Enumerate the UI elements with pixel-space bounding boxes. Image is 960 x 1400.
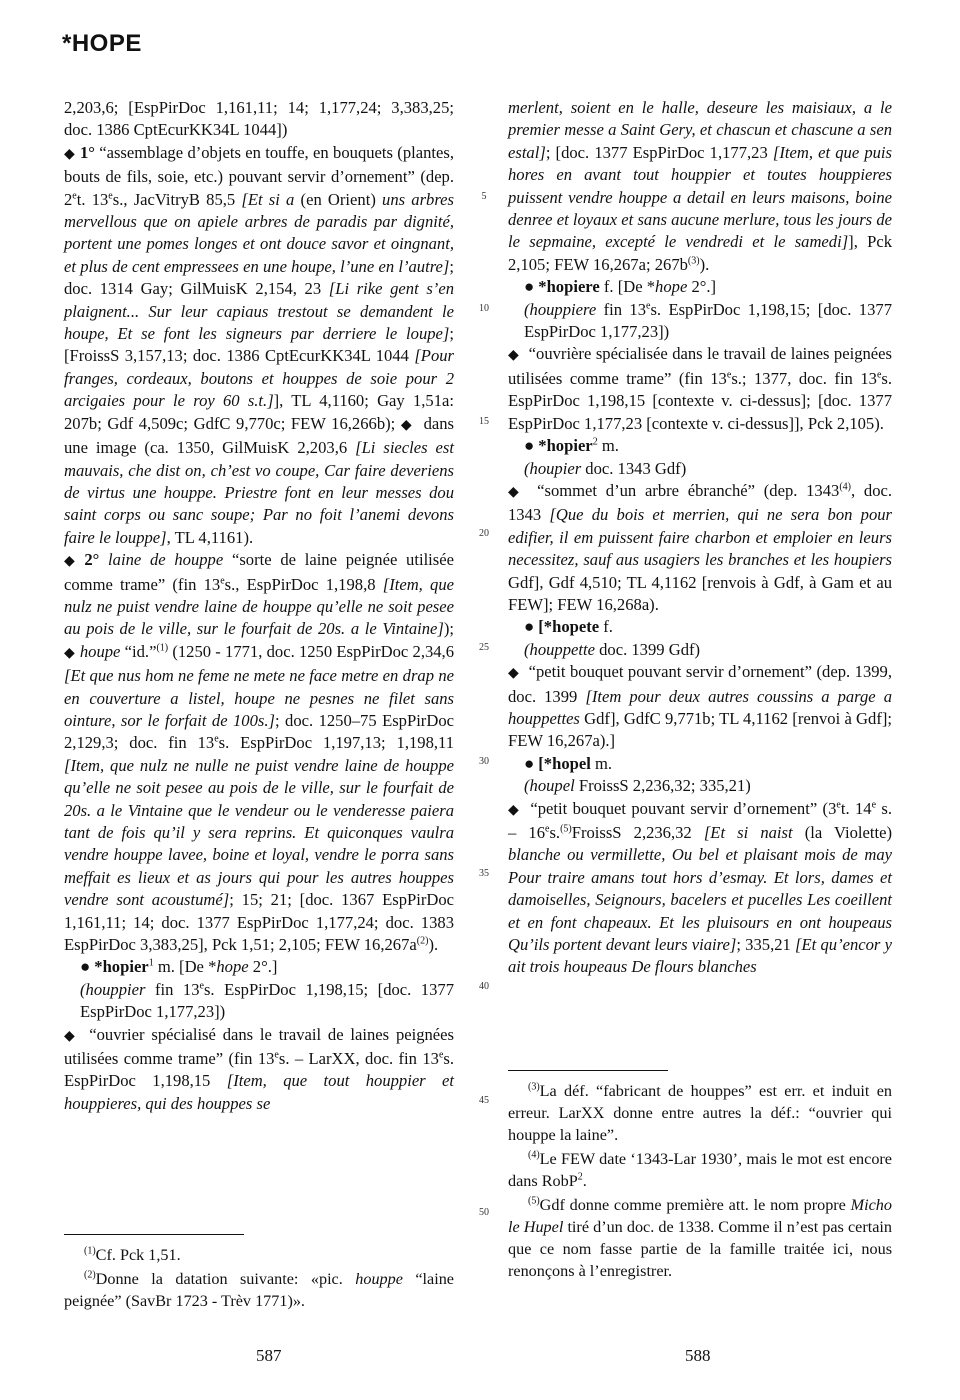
line-number-35: 35 <box>479 868 489 879</box>
footnote-5: $^{(5)}$Gdf donne comme première att. le nom propre Micho le Hupel tiré d’un doc. de 1338. Comme il n’est pas certain que ce nom fasse partie de la famille traitée ici, nous renonçons à l’enregistrer. <box>508 1195 892 1280</box>
diamond-bullet-icon: ◆ <box>508 484 524 500</box>
entry-hopier2-def: ◆ “sommet d’un arbre ébranché” (dep. 1343$^{(4)}$, doc. 1343 [Que du bois et merrien, qui ne sera bon pour edifier, il em puissent faire charbon et emploier en leurs necessitez, sauf aus usagiers les branches et les houpiers Gdf], Gdf 4,510; TL 4,1162 [renvois à Gdf, à Gam et au FEW]; FEW 16,268a). <box>508 480 893 614</box>
line-number-10: 10 <box>479 303 489 314</box>
entry-hopier2-head: ● *hopier$^2$ m. <box>524 436 619 456</box>
line-number-20: 20 <box>479 528 489 539</box>
left-para-sense-2: ◆ 2° laine de houppe “sorte de laine peignée utilisée comme trame” (fin 13es., EspPirDoc 1,198,8 [Item, que nulz ne puist vendre laine de houppe qu’elle ne soit pesee au pois de le ville, sur le fourfait de 20s. a le Vintaine]); ◆ houpe “id.”$^{(1)}$ (1250 - 1771, doc. 1250 EspPirDoc 2,34,6 [Et que nus hom ne feme ne mete ne face metre en drap ne en couverture a listel, houpe ne pesnes ne filet sans ointure, sor le forfait de 100s.]; doc. 1250–75 EspPirDoc 2,129,3; doc. fin 13es. EspPirDoc 1,197,13; 1,198,11 [Item, que nulz ne nulle ne puist vendre laine de houppe qu’elle ne soit pesee au pois de le ville, sur le fourfait de 20s. a le Vintaine que le vendeur ou le venderesse paiera tant de fois qu’il y sera reprins. Et quiconques vaulra vendre houppe lavee, boine et loyal, vendre le porra sans meffait es lieux et as jours qui pour les autres houppes vendre sont acoustumé]; 15; 21; [doc. 1367 EspPirDoc 1,161,11; 14; doc. 1377 EspPirDoc 1,177,24; doc. 1383 EspPirDoc 3,383,25], Pck 1,51; 2,105; FEW $16,267a^{(2)}$). <box>64 550 455 955</box>
page-number-right: 588 <box>685 1346 711 1365</box>
line-number-50: 50 <box>479 1207 489 1218</box>
line-number-40: 40 <box>479 981 489 992</box>
entry-hopiere-head: ● *hopiere f. [De *hope 2°.] <box>524 277 717 297</box>
line-number-45: 45 <box>479 1095 489 1106</box>
diamond-bullet-icon: ◆ <box>508 666 520 682</box>
running-header: *HOPE <box>62 30 142 57</box>
diamond-bullet-icon: ◆ <box>508 802 520 818</box>
page-number-left: 587 <box>256 1346 282 1365</box>
diamond-bullet-icon: ◆ <box>64 146 75 162</box>
entry-hopel-def: ◆ “petit bouquet pouvant servir d’ornement” (3et. 14e s. – 16es.$^{(5)}$FroissS 2,236,32 [Et si naist (la Violette) blanche ou vermillette, Ou bel et plaisant mois de may Pour traire amans tout hors d’esmay. Et lors, dames et damoiselles, Seignours, bacelers et pucelles Les coeillent et en font chapeaux. Et les pluisours en ont houpeaus Qu’ils portent devant leurs viaire]; 335,21 [Et qu’encor y ait trois houpeaus De flours blanches <box>508 798 893 977</box>
diamond-bullet-icon: ◆ <box>508 348 520 364</box>
entry-hopiere-def: ◆ “ouvrière spécialisée dans le travail de laines peignées utilisées comme trame” (fin 13es.; 1377, doc. fin 13es. EspPirDoc 1,198,15 [contexte v. ci-dessus]; [doc. 1377 EspPirDoc 1,177,23 [contexte v. ci-dessus]], Pck 2,105). <box>508 344 892 433</box>
bullet-dot-icon: ● <box>524 617 535 637</box>
left-footnotes <box>64 1244 454 1314</box>
line-number-15: 15 <box>479 416 489 427</box>
right-para-1: merlent, soient en le halle, deseure les maisiaux, a le premier messe a Saint Gery, et chascun et chascune a sen estal]; [doc. 1377 EspPirDoc 1,177,23 [Item, et que puis hores en avant tout houppier et toutes houppieres puissent vendre houppe a detail en leurs maisons, boine denree et loyaux et sans aucune merlure, tous les jours de le sepmaine, excepté le vendredi et le samedi]], Pck 2,105; FEW 16,267a; $267b^{(3)}$). <box>508 98 892 274</box>
footnote-separator-left <box>64 1234 244 1235</box>
line-number-30: 30 <box>479 756 489 767</box>
left-para-sense-1: ◆ 1° “assemblage d’objets en touffe, en bouquets (plantes, bouts de fils, soie, etc.) pouvant servir d’ornement” (dep. 2et. 13es., JacVitryB 85,5 [Et si a (en Orient) uns arbres mervellous que on apiele arbres de paradis par dignité, portent une pomes longes et ont douce savor et oingnant, et plus de cent empressees en une houpe, l’une en l’autre]; doc. 1314 Gay; GilMuisK 2,154, 23 [Li rike gent s’en plaignent... Sur leur capiaus trestout se demandent le houpe, Et se font les signeurs par derriere le loupe]; [FroissS 3,157,13; doc. 1386 CptEcurKK34L 1044 [Pour franges, cordeaux, boutons et houppes de soie pour 2 arcigaies pour le roy 60 s.t.]], TL 4,1160; Gay 1,51a: 207b; Gdf 4,509c; GdfC 9,770c; FEW 16,266b); ◆ dans une image (ca. 1350, GilMuisK 2,203,6 [Li siecles est mauvais, che dist on, ch’est vo coupe, Car faire deveriens de virtus une houppe. Priestre font en leur messes dou saint corps ou sanc soupe; Par no foit l’anemi devons faire le louppe], TL 4,1161). <box>64 142 454 547</box>
bullet-dot-icon: ● <box>524 753 535 773</box>
line-number-5: 5 <box>481 191 487 202</box>
bullet-dot-icon: ● <box>524 277 535 297</box>
entry-hopete-forms: (houppette doc. 1399 Gdf) <box>524 639 701 659</box>
footnote-4: $^{(4)}$Le FEW date ‘1343-Lar 1930’, mais le mot est encore dans RobP$^2$. <box>508 1149 892 1190</box>
footnote-separator-right <box>508 1070 668 1071</box>
diamond-bullet-icon: ◆ <box>64 645 75 661</box>
bullet-dot-icon: ● <box>524 436 535 456</box>
bullet-dot-icon: ● <box>80 957 91 977</box>
entry-hopier1-def: ◆ “ouvrier spécialisé dans le travail de laines peignées utilisées comme trame” (fin 13es. – LarXX, doc. fin 13es. EspPirDoc 1,198,15 [Item, que tout houppier et houppieres, qui des houppes se <box>64 1024 454 1113</box>
entry-hopete-head: ● [*hopete f. <box>524 617 613 637</box>
right-column <box>508 97 892 979</box>
left-column <box>64 97 454 1115</box>
line-number-25: 25 <box>479 642 489 653</box>
entry-hopier2-forms: (houpier doc. 1343 Gdf) <box>524 458 687 478</box>
entry-hopel-head: ● [*hopel m. <box>524 753 613 773</box>
footnote-3: $^{(3)}$La déf. “fabricant de houppes” est err. et induit en erreur. LarXX donne entre autres la déf.: “ouvrier qui houppe la laine”. <box>508 1081 892 1144</box>
right-footnotes <box>508 1080 892 1284</box>
diamond-bullet-icon: ◆ <box>64 554 80 570</box>
footnote-2: $^{(2)}$Donne la datation suivante: «pic. houppe “laine peignée” (SavBr 1723 - Trèv 1771)». <box>64 1269 454 1310</box>
entry-hopier1-head: ● *hopier$^1$ m. [De *hope 2°.] <box>80 957 278 977</box>
diamond-bullet-icon: ◆ <box>64 1028 78 1044</box>
entry-hopel-forms: (houpel FroissS 2,236,32; 335,21) <box>524 776 751 796</box>
diamond-bullet-icon: ◆ <box>400 417 414 433</box>
footnote-1: $^{(1)}$Cf. Pck 1,51. <box>84 1245 181 1264</box>
left-para-1: 2,203,6; [EspPirDoc 1,161,11; 14; 1,177,24; 3,383,25; doc. 1386 CptEcurKK34L 1044]) <box>64 98 454 140</box>
entry-hopiere-forms: (houppiere fin 13es. EspPirDoc 1,198,15; [doc. 1377 EspPirDoc 1,177,23]) <box>524 299 892 342</box>
entry-hopier1-forms: (houppier fin 13es. EspPirDoc 1,198,15; [doc. 1377 EspPirDoc 1,177,23]) <box>80 979 454 1022</box>
entry-hopete-def: ◆ “petit bouquet pouvant servir d’ornement” (dep. 1399, doc. 1399 [Item pour deux autres coussins a parge a houppettes Gdf], GdfC 9,771b; TL 4,1162 [renvoi à Gdf]; FEW 16,267a).] <box>508 662 892 751</box>
